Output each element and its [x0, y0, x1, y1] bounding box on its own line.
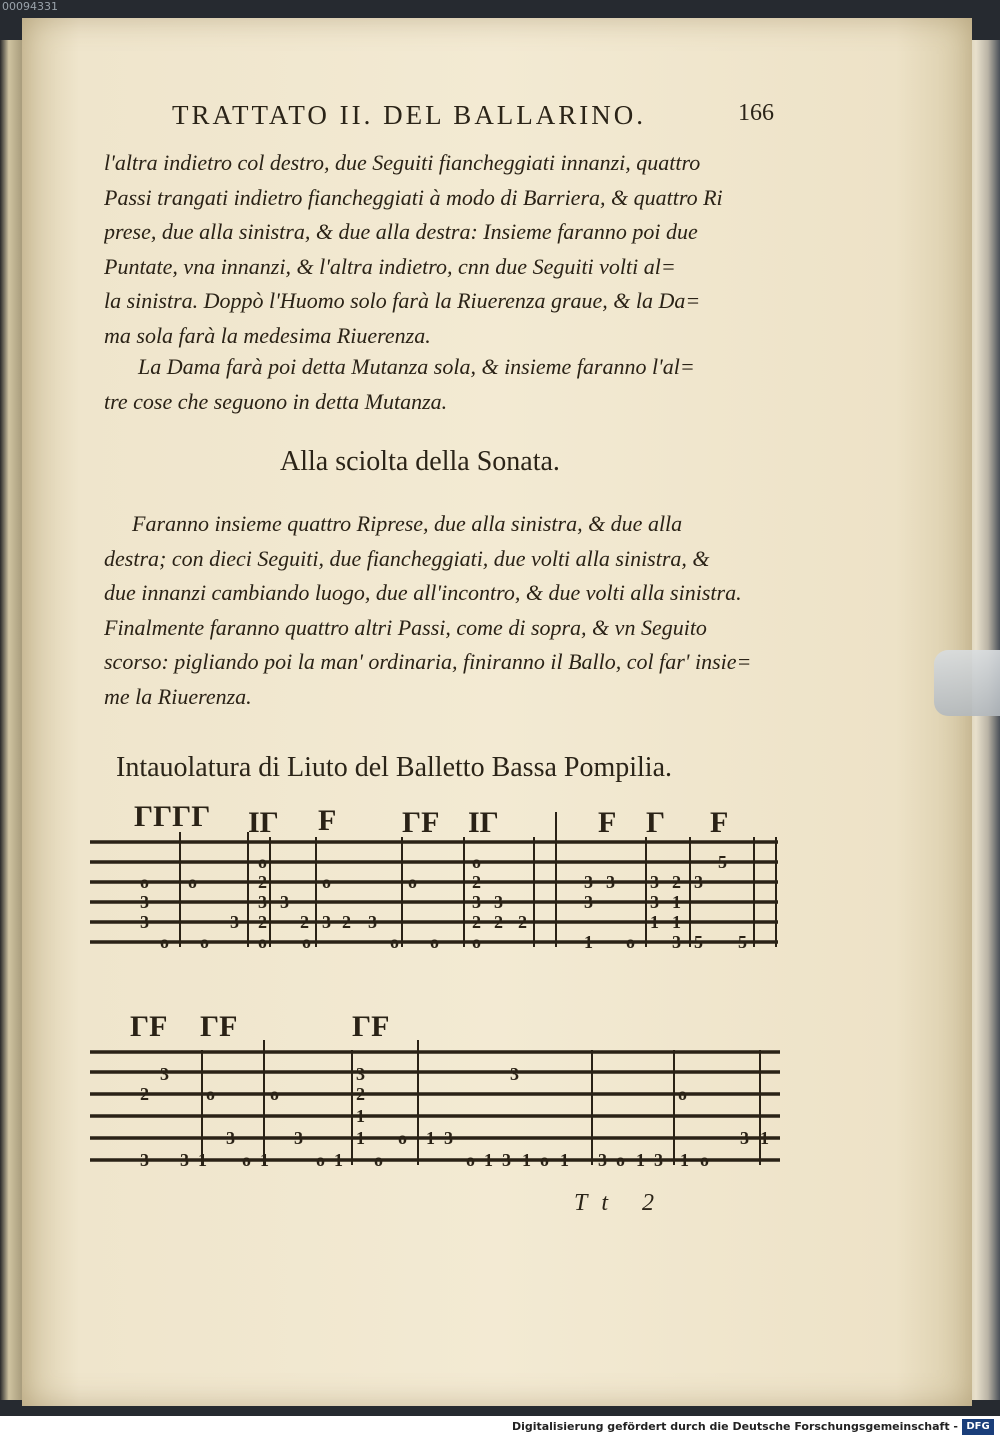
text-line: Passi trangati indietro fiancheggiati à modo di Barriera, & quattro Ri: [104, 184, 723, 210]
svg-text:1: 1: [356, 1106, 365, 1126]
svg-text:o: o: [390, 932, 399, 952]
book-spine: [0, 40, 22, 1400]
svg-text:ΓΓΓΓ: ΓΓΓΓ: [134, 800, 211, 833]
svg-text:3: 3: [294, 1128, 303, 1148]
svg-text:1: 1: [426, 1128, 435, 1148]
svg-text:ΓF: ΓF: [352, 1010, 390, 1043]
svg-text:1: 1: [760, 1128, 769, 1148]
section-heading: Alla sciolta della Sonata.: [280, 446, 560, 477]
text-line: due innanzi cambiando luogo, due all'incontro, & due volti alla sinistra.: [104, 580, 742, 605]
svg-text:2: 2: [258, 872, 267, 892]
svg-text:3: 3: [322, 912, 331, 932]
text-line: l'altra indietro col destro, due Seguiti fiancheggiati innanzi, quattro: [104, 150, 701, 175]
svg-text:o: o: [188, 872, 197, 892]
svg-text:3: 3: [356, 1064, 365, 1084]
svg-text:o: o: [398, 1128, 407, 1148]
text-line: scorso: pigliando poi la man' ordinaria, finiranno il Ballo, col far' insie=: [104, 649, 752, 674]
svg-text:3: 3: [140, 912, 149, 932]
svg-text:o: o: [302, 932, 311, 952]
svg-text:3: 3: [502, 1150, 511, 1170]
svg-text:2: 2: [356, 1084, 365, 1104]
text-line: la sinistra. Doppò l'Huomo solo farà la Riuerenza graue, & la Da=: [104, 288, 701, 313]
svg-text:o: o: [322, 872, 331, 892]
svg-text:3: 3: [180, 1150, 189, 1170]
svg-text:2: 2: [494, 912, 503, 932]
svg-text:1: 1: [584, 932, 593, 952]
svg-text:2: 2: [472, 872, 481, 892]
svg-text:3: 3: [654, 1150, 663, 1170]
svg-text:o: o: [430, 932, 439, 952]
svg-text:5: 5: [694, 932, 703, 952]
svg-text:2: 2: [472, 912, 481, 932]
text-line: destra; con dieci Seguiti, due fiancheggiati, due volti alla sinistra, &: [104, 545, 710, 571]
page-header: [172, 100, 792, 140]
svg-text:o: o: [472, 932, 481, 952]
svg-text:o: o: [626, 932, 635, 952]
svg-text:3: 3: [444, 1128, 453, 1148]
text-line: me la Riuerenza.: [104, 683, 252, 709]
svg-text:2: 2: [258, 912, 267, 932]
svg-text:o: o: [206, 1084, 215, 1104]
svg-text:3: 3: [280, 892, 289, 912]
svg-text:3: 3: [140, 892, 149, 912]
svg-text:2: 2: [518, 912, 527, 932]
svg-text:F: F: [318, 804, 337, 837]
svg-text:3: 3: [160, 1064, 169, 1084]
svg-text:3: 3: [650, 872, 659, 892]
svg-text:3: 3: [472, 892, 481, 912]
svg-text:3: 3: [606, 872, 615, 892]
svg-text:3: 3: [584, 892, 593, 912]
running-title: TRATTATO II. DEL BALLARINO.: [172, 100, 647, 130]
svg-text:o: o: [678, 1084, 687, 1104]
svg-text:1: 1: [672, 912, 681, 932]
svg-text:3: 3: [368, 912, 377, 932]
svg-text:o: o: [472, 852, 481, 872]
svg-text:3: 3: [230, 912, 239, 932]
svg-text:o: o: [200, 932, 209, 952]
svg-text:1: 1: [680, 1150, 689, 1170]
svg-text:1: 1: [198, 1150, 207, 1170]
svg-text:2: 2: [342, 912, 351, 932]
svg-text:3: 3: [140, 1150, 149, 1170]
svg-text:3: 3: [584, 872, 593, 892]
text-line: tre cose che seguono in detta Mutanza.: [104, 388, 448, 414]
text-line: Faranno insieme quattro Riprese, due alla sinistra, & due alla: [132, 511, 683, 536]
svg-text:o: o: [242, 1150, 251, 1170]
dfg-logo: DFG: [962, 1419, 994, 1435]
svg-text:o: o: [540, 1150, 549, 1170]
svg-text:1: 1: [672, 892, 681, 912]
svg-text:1: 1: [356, 1128, 365, 1148]
svg-text:Γ: Γ: [646, 806, 666, 839]
svg-text:1: 1: [650, 912, 659, 932]
svg-text:2: 2: [300, 912, 309, 932]
text-line: Finalmente faranno quattro altri Passi, come di sopra, & vn Seguito: [104, 614, 707, 640]
svg-text:3: 3: [226, 1128, 235, 1148]
svg-text:o: o: [616, 1150, 625, 1170]
tablature-graphic-1: [90, 792, 790, 982]
svg-text:2: 2: [140, 1084, 149, 1104]
svg-text:3: 3: [510, 1064, 519, 1084]
lute-tablature-staff-1: [90, 792, 790, 982]
tablature-title: Intauolatura di Liuto del Balletto Bassa Pompilia.: [116, 752, 673, 783]
svg-text:ΙΓ: ΙΓ: [248, 806, 279, 839]
footer-credit: Digitalisierung gefördert durch die Deutsche Forschungsgemeinschaft -: [511, 1420, 958, 1433]
tablature-graphic-2: [90, 1000, 790, 1190]
svg-text:3: 3: [694, 872, 703, 892]
svg-text:o: o: [374, 1150, 383, 1170]
lute-tablature-staff-2: [90, 1000, 790, 1190]
paragraph-3: [104, 507, 804, 714]
svg-text:3: 3: [598, 1150, 607, 1170]
svg-text:o: o: [258, 932, 267, 952]
svg-text:ΙΓ: ΙΓ: [468, 806, 499, 839]
page-clip: [934, 650, 1000, 716]
svg-text:5: 5: [718, 852, 727, 872]
svg-text:ΓF: ΓF: [200, 1010, 238, 1043]
svg-text:ΓF: ΓF: [402, 806, 440, 839]
text-line: La Dama farà poi detta Mutanza sola, & insieme faranno l'al=: [138, 354, 695, 379]
svg-text:o: o: [466, 1150, 475, 1170]
page-number: 166: [738, 100, 774, 126]
svg-text:F: F: [598, 806, 617, 839]
catalog-id: 00094331: [2, 0, 58, 13]
svg-text:3: 3: [258, 892, 267, 912]
svg-text:o: o: [270, 1084, 279, 1104]
paragraph-1: [104, 146, 804, 353]
svg-text:o: o: [408, 872, 417, 892]
svg-text:o: o: [700, 1150, 709, 1170]
paragraph-2: [104, 350, 804, 419]
text-line: ma sola farà la medesima Riuerenza.: [104, 322, 431, 348]
svg-text:1: 1: [260, 1150, 269, 1170]
svg-text:2: 2: [672, 872, 681, 892]
svg-text:o: o: [316, 1150, 325, 1170]
text-line: prese, due alla sinistra, & due alla destra: Insieme faranno poi due: [104, 219, 698, 244]
text-line: Puntate, vna innanzi, & l'altra indietro, cnn due Seguiti volti al=: [104, 253, 676, 279]
svg-text:ΓF: ΓF: [130, 1010, 168, 1043]
svg-text:1: 1: [334, 1150, 343, 1170]
svg-text:1: 1: [484, 1150, 493, 1170]
svg-text:o: o: [140, 872, 149, 892]
signature-mark: Tt 2: [574, 1190, 669, 1216]
svg-text:3: 3: [650, 892, 659, 912]
svg-text:3: 3: [672, 932, 681, 952]
svg-text:1: 1: [636, 1150, 645, 1170]
footer-bar: [0, 1416, 1000, 1439]
svg-text:F: F: [710, 806, 729, 839]
svg-text:1: 1: [522, 1150, 531, 1170]
svg-text:3: 3: [740, 1128, 749, 1148]
svg-text:1: 1: [560, 1150, 569, 1170]
svg-text:o: o: [160, 932, 169, 952]
svg-text:o: o: [258, 852, 267, 872]
svg-text:5: 5: [738, 932, 747, 952]
svg-text:3: 3: [494, 892, 503, 912]
